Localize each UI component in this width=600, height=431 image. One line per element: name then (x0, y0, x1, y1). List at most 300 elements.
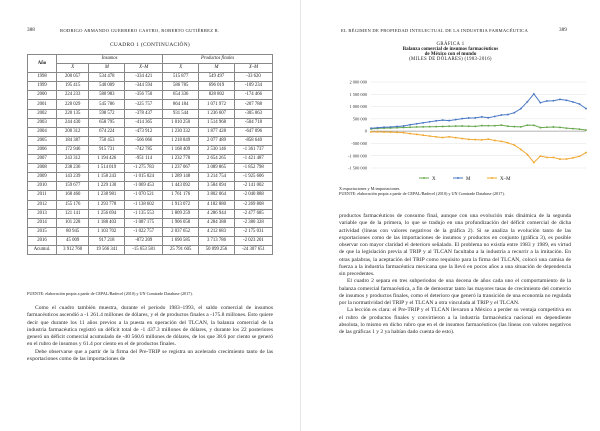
value-cell: -2 141 002 (234, 182, 272, 191)
data-point (559, 126, 561, 128)
data-point (552, 100, 554, 102)
value-cell: -174 466 (234, 91, 272, 100)
chart-note: FUENTE: elaboración propia a partir de CEPAL/Badecel (2010) y UN Comtrade Database (2017). (339, 191, 505, 197)
value-cell: 1 010 250 (163, 118, 199, 127)
table-row (28, 155, 273, 164)
chart-notes (339, 186, 571, 197)
total-cell: -24 307 651 (234, 245, 272, 254)
data-point (422, 134, 424, 136)
value-cell: 101 228 (56, 218, 88, 227)
data-point (455, 137, 457, 139)
chart-note: X:exportaciones y M:importaciones. (339, 186, 401, 191)
data-point (468, 117, 470, 119)
data-point (474, 139, 476, 141)
value-cell: 159 677 (56, 182, 88, 191)
value-cell: 696 019 (199, 82, 235, 91)
year-cell: 2000 (28, 91, 57, 100)
y-tick-label: -1 500 000 (347, 165, 367, 171)
data-point (500, 114, 502, 116)
series-line-m (371, 94, 586, 128)
value-cell: 3 713 786 (199, 236, 235, 245)
table-row (28, 145, 273, 154)
data-point (435, 120, 437, 122)
data-point (474, 125, 476, 127)
legend-marker (423, 177, 425, 179)
data-point (533, 124, 535, 126)
value-cell: -647 096 (234, 127, 272, 136)
value-cell: -2 269 808 (234, 200, 272, 209)
value-cell: -2 040 888 (234, 191, 272, 200)
total-cell: 25 791 605 (163, 245, 199, 254)
data-point (546, 156, 548, 158)
value-cell: 1 514 019 (89, 164, 125, 173)
chart-subtitle: (MILES DE DÓLARES) (1983-2016) (409, 57, 492, 62)
table-row (28, 91, 273, 100)
value-cell: -504 718 (234, 118, 272, 127)
value-cell: 1 906 058 (163, 218, 199, 227)
total-cell: 3 912 760 (56, 245, 88, 254)
value-cell: -2 477 685 (234, 209, 272, 218)
value-cell: -2 023 201 (234, 236, 272, 245)
table-row (28, 100, 273, 109)
value-cell: 654 336 (163, 91, 199, 100)
value-cell: 931 544 (163, 109, 199, 118)
paragraph: El cuadro 2 separa en tres subperiodos de una decena de años cada uno el comportamiento de la balanza comercial farmacéutica, a fin de demostrar tanto las mayores tasas de crecimiento del comercio de insumos y productos finales, como el deterioro que generó la transición de una economía no regulada por la normatividad del TRIP y el TLCAN a otra vinculada al TRIP y el TLCAN. (339, 278, 571, 306)
value-cell: 184 387 (56, 136, 88, 145)
value-cell: 2 530 146 (199, 145, 235, 154)
value-cell: -378 437 (125, 109, 163, 118)
legend-label: X (432, 176, 436, 182)
value-cell: -473 912 (125, 127, 163, 136)
data-point (507, 125, 509, 127)
running-head: RODRIGO ARMANDO GUERRERO CASTRO, ROBERTO GUTIÉRREZ R. (60, 28, 220, 33)
data-point (507, 114, 509, 116)
value-cell: 1 071 972 (199, 100, 235, 109)
value-cell: 1 194 426 (89, 155, 125, 164)
value-cell: 2 037 652 (163, 227, 199, 236)
data-point (396, 126, 398, 128)
value-cell: 750 453 (89, 136, 125, 145)
value-cell: -207 788 (234, 100, 272, 109)
year-header: Año (28, 55, 57, 73)
value-cell: 1 230 332 (163, 127, 199, 136)
legend-label: M (466, 176, 471, 182)
value-cell: -1 087 175 (125, 218, 163, 227)
data-point (566, 158, 568, 160)
data-point (566, 99, 568, 101)
data-point (370, 127, 372, 129)
data-point (513, 144, 515, 146)
data-point (585, 129, 587, 131)
data-point (539, 155, 541, 157)
value-cell: 2 077 489 (199, 136, 235, 145)
value-cell: 1 913 072 (163, 200, 199, 209)
data-point (396, 131, 398, 133)
table-row (28, 109, 273, 118)
value-cell: -1 069 453 (125, 182, 163, 191)
total-cell: -15 653 581 (125, 245, 163, 254)
value-cell: 1 188 403 (89, 218, 125, 227)
data-point (416, 123, 418, 125)
data-point (585, 152, 587, 154)
data-point (448, 136, 450, 138)
running-head: EL RÉGIMEN DE PROPIEDAD INTELECTUAL DE LA INDUSTRIA FARMACÉUTICA (341, 28, 529, 33)
data-point (494, 125, 496, 127)
value-cell: 917 218 (89, 236, 125, 245)
year-cell: 2014 (28, 218, 57, 227)
value-cell: 1 514 968 (199, 118, 235, 127)
value-cell: 1 289 148 (163, 173, 199, 182)
data-point (390, 126, 392, 128)
data-point (455, 119, 457, 121)
data-point (572, 128, 574, 130)
data-point (409, 126, 411, 128)
data-point (487, 138, 489, 140)
value-cell: -566 066 (125, 136, 163, 145)
data-point (572, 101, 574, 103)
table-row (28, 191, 273, 200)
data-point (442, 119, 444, 121)
data-point (533, 162, 535, 164)
data-point (494, 139, 496, 141)
data-point (383, 131, 385, 133)
table-row (28, 182, 273, 191)
data-point (552, 126, 554, 128)
year-cell: 2008 (28, 164, 57, 173)
data-point (579, 155, 581, 157)
y-tick-label: 500 000 (352, 116, 367, 122)
year-cell: 2007 (28, 155, 57, 164)
y-tick-label: 1 500 000 (349, 91, 367, 97)
legend-label: X–M (500, 176, 511, 182)
year-cell: 2004 (28, 127, 57, 136)
data-point (461, 118, 463, 120)
column-header: X–M (234, 64, 272, 73)
value-cell: 1 809 259 (163, 209, 199, 218)
value-cell: 1 690 585 (163, 236, 199, 245)
value-cell: 1 232 778 (163, 155, 199, 164)
data-point (429, 135, 431, 137)
value-cell: -414 365 (125, 118, 163, 127)
value-cell: 4 284 388 (199, 218, 235, 227)
data-point (455, 125, 457, 127)
value-cell: 580 983 (89, 91, 125, 100)
value-cell: 143 239 (56, 173, 88, 182)
data-point (520, 148, 522, 150)
year-cell: 1999 (28, 82, 57, 91)
value-cell: 515 877 (163, 73, 199, 82)
value-cell: 1 103 702 (89, 227, 125, 236)
data-point (435, 126, 437, 128)
data-point (539, 102, 541, 104)
value-cell: 3 089 865 (199, 164, 235, 173)
data-point (377, 127, 379, 129)
data-point (416, 126, 418, 128)
value-cell: -305 063 (234, 109, 272, 118)
year-cell: 2001 (28, 100, 57, 109)
table-source-note: FUENTE: elaboración propia a partir de CEPAL/Badecel (2010) y UN Comtrade Database (2017). (27, 291, 193, 296)
value-cell: 1 168 409 (163, 145, 199, 154)
table-body (28, 73, 273, 255)
legend-marker (491, 177, 493, 179)
table-row (28, 118, 273, 127)
data-point (403, 125, 405, 127)
value-cell: 4 212 683 (199, 227, 235, 236)
year-cell: 2009 (28, 173, 57, 182)
data-point (487, 117, 489, 119)
data-point (579, 128, 581, 130)
column-header: M (199, 64, 235, 73)
year-cell: 2011 (28, 191, 57, 200)
data-point (585, 108, 587, 110)
value-cell: -2 175 031 (234, 227, 272, 236)
y-tick-label: -1 000 000 (347, 153, 367, 159)
value-cell: -1 852 798 (234, 164, 272, 173)
data-point (474, 117, 476, 119)
value-cell: 1 229 130 (89, 182, 125, 191)
data-point (448, 120, 450, 122)
data-point (409, 133, 411, 135)
value-cell: 1 293 778 (89, 200, 125, 209)
value-cell: -2 380 328 (234, 218, 272, 227)
value-cell: 674 224 (89, 127, 125, 136)
data-point (513, 112, 515, 114)
y-tick-label: 1 000 000 (349, 104, 367, 110)
value-cell: -334 421 (125, 73, 163, 82)
value-cell: -1 361 737 (234, 145, 272, 154)
value-cell: 1 256 694 (89, 209, 125, 218)
table-row (28, 218, 273, 227)
data-point (429, 126, 431, 128)
value-cell: -1 022 757 (125, 227, 163, 236)
value-cell: 534 478 (89, 73, 125, 82)
data-point (481, 139, 483, 141)
table-total-row (28, 245, 273, 254)
value-cell: 3 584 094 (199, 182, 235, 191)
value-cell: -1 421 487 (234, 155, 272, 164)
table-row (28, 200, 273, 209)
data-point (572, 157, 574, 159)
total-label: Acumul. (28, 245, 57, 254)
data-point (442, 126, 444, 128)
chart-heading (301, 42, 600, 62)
data-point (533, 93, 535, 95)
chart-title-line: de México con el mundo (424, 52, 477, 57)
value-cell: -872 209 (125, 236, 163, 245)
data-point (579, 103, 581, 105)
column-header: X (56, 64, 88, 73)
group-header-insumos: Insumos (56, 55, 162, 64)
table-row (28, 73, 273, 82)
data-point (435, 136, 437, 138)
right-body-text (339, 213, 571, 336)
data-point (500, 124, 502, 126)
value-cell: 195 415 (56, 82, 88, 91)
data-point (416, 133, 418, 135)
value-cell: 1 238 981 (89, 191, 125, 200)
value-cell: 1 218 849 (163, 136, 199, 145)
value-cell: 4 286 944 (199, 209, 235, 218)
data-point (370, 131, 372, 133)
trade-balance-chart (301, 76, 600, 184)
page-number: 388 (27, 27, 35, 33)
year-cell: 2012 (28, 200, 57, 209)
value-cell: -858 640 (234, 136, 272, 145)
value-cell: 598 572 (89, 109, 125, 118)
data-point (552, 156, 554, 158)
paragraph: La lección es clara: el Pre-TRIP y el TLCAN llevaron a México a perder su ventaja competitiva en el rubro de productos finales y convirtieron a la industria farmacéutica nacional en dependiente absoluta, lo mismo en dicho rubro que en el de insumos farmacéuticos (las líneas con valores negativos de las gráficas 1 y 2 ya habían dado cuenta de esto). (339, 307, 571, 335)
value-cell: 200 312 (56, 127, 88, 136)
data-point (513, 126, 515, 128)
total-cell: 50 099 256 (199, 245, 235, 254)
value-cell: 658 795 (89, 118, 125, 127)
value-cell: 915 731 (89, 145, 125, 154)
data-point (422, 126, 424, 128)
table-row (28, 173, 273, 182)
column-header: X (163, 64, 199, 73)
value-cell: -1 135 553 (125, 209, 163, 218)
value-cell: 4 182 880 (199, 200, 235, 209)
value-cell: 155 176 (56, 200, 88, 209)
y-tick-label: -500 000 (351, 141, 367, 147)
data-point (487, 125, 489, 127)
chart-title-line: Balanza comercial de insumos farmacéuticos (402, 47, 499, 52)
year-cell: 2016 (28, 236, 57, 245)
value-cell: 1 158 243 (89, 173, 125, 182)
table-row (28, 164, 273, 173)
data-point (526, 124, 528, 126)
value-cell: 1 237 067 (163, 164, 199, 173)
value-cell: 545 786 (89, 100, 125, 109)
paragraph: productos farmacéuticos de consumo final, aunque con una evolución más dinámica de la segunda variable que de la primera, lo que se tradujo en una profundización del déficit comercial de dicha actividad (líneas con valores negativos de la gráfica 2). Si se analiza la evolución tanto de las exportaciones como de las importaciones de insumos y productos en conjunto (gráfica 3), es posible observar con mayor claridad el deterioro señalado. El problema no existía entre 1983 y 1989, en virtud de que la legislación previa al TRIP y al TLCAN facultaba a la industria a recurrir a la imitación. En otras palabras, la aceptación del TRIP como requisito para la firma del TLCAN, colocó una camisa de fuerza a la industria farmacéutica mexicana que la llevó en pocos años a una situación de dependencia sin precedentes. (339, 213, 571, 277)
value-cell: 540 009 (89, 82, 125, 91)
value-cell: 1 236 607 (199, 109, 235, 118)
y-tick-label: 2 000 000 (349, 79, 367, 85)
data-point (429, 121, 431, 123)
value-cell: -951 114 (125, 155, 163, 164)
year-cell: 2003 (28, 118, 57, 127)
data-point (520, 126, 522, 128)
year-cell: 2013 (28, 209, 57, 218)
value-cell: -1 138 602 (125, 200, 163, 209)
value-cell: 2 654 265 (199, 155, 235, 164)
data-point (539, 127, 541, 129)
table-row (28, 227, 273, 236)
column-header: M (89, 64, 125, 73)
value-cell: 168 460 (56, 191, 88, 200)
left-body-text (27, 305, 273, 363)
table-title: CUADRO 1 (CONTINUACIÓN) (110, 42, 190, 48)
value-cell: 244 430 (56, 118, 88, 127)
data-point (546, 126, 548, 128)
value-cell: 220 135 (56, 109, 88, 118)
data-point (520, 108, 522, 110)
total-cell: 19 566 341 (89, 245, 125, 254)
value-cell: 586 785 (163, 82, 199, 91)
value-cell: 200 057 (56, 73, 88, 82)
data-point (383, 126, 385, 128)
year-cell: 2002 (28, 109, 57, 118)
paragraph: Como el cuadro también muestra, durante el periodo 1983–1993, el saldo comercial de insumos farmacéuticos ascendió a -1 261.4 millones de dólares, y el de productos finales a -175.8 millones. Esto quiere decir que durante los 11 años previos a la puesta en operación del TLCAN, la balanza comercial de la industria farmacéutica registró un déficit total de -1 437.3 millones de dólares, y durante los 22 posteriores generó un déficit comercial acumulado de -40 560.6 millones de dólares, de los que 38.6 por ciento se generó en el rubro de insumos y 61.4 por ciento en el de productos finales. (27, 305, 273, 348)
column-header: X–M (125, 64, 163, 73)
value-cell: 220 029 (56, 100, 88, 109)
data-point (526, 154, 528, 156)
data-point (468, 125, 470, 127)
value-cell: 1 877 428 (199, 127, 235, 136)
data-point (442, 137, 444, 139)
data-point (481, 116, 483, 118)
year-cell: 1998 (28, 73, 57, 82)
value-cell: -33 620 (234, 73, 272, 82)
value-cell: 121 141 (56, 209, 88, 218)
value-cell: 243 312 (56, 155, 88, 164)
value-cell: -1 925 606 (234, 173, 272, 182)
table-row (28, 209, 273, 218)
data-point (500, 140, 502, 142)
legend-marker (457, 177, 459, 179)
value-cell: -356 750 (125, 91, 163, 100)
trade-table (27, 54, 273, 255)
data-point (390, 131, 392, 133)
data-point (403, 132, 405, 134)
value-cell: 864 184 (163, 100, 199, 109)
value-cell: 45 009 (56, 236, 88, 245)
value-cell: -1 070 521 (125, 191, 163, 200)
data-point (422, 122, 424, 124)
data-point (566, 127, 568, 129)
data-point (526, 101, 528, 103)
data-point (377, 131, 379, 133)
year-cell: 2015 (28, 227, 57, 236)
data-point (461, 125, 463, 127)
data-point (494, 115, 496, 117)
data-point (409, 124, 411, 126)
data-point (448, 125, 450, 127)
value-cell: 1 761 176 (163, 191, 199, 200)
value-cell: 828 802 (199, 91, 235, 100)
value-cell: -344 594 (125, 82, 163, 91)
value-cell: 1 443 092 (163, 182, 199, 191)
value-cell: 3 214 754 (199, 173, 235, 182)
value-cell: 238 236 (56, 164, 88, 173)
chart-label: GRÁFICA 1 (436, 42, 465, 47)
value-cell: 172 946 (56, 145, 88, 154)
data-point (559, 98, 561, 100)
y-tick-label: 0 (364, 128, 367, 134)
data-point (546, 100, 548, 102)
value-cell: -325 757 (125, 100, 163, 109)
value-cell: -1 275 783 (125, 164, 163, 173)
value-cell: 80 945 (56, 227, 88, 236)
table-row (28, 136, 273, 145)
value-cell: -1 015 024 (125, 173, 163, 182)
value-cell: 549 497 (199, 73, 235, 82)
data-point (481, 125, 483, 127)
data-point (461, 138, 463, 140)
value-cell: 3 802 064 (199, 191, 235, 200)
year-cell: 2005 (28, 136, 57, 145)
page-number: 389 (559, 27, 567, 33)
paragraph: Debe observarse que a partir de la firma del Pre-TRIP se registra un acelerado crecimiento tanto de las exportaciones como de las importaciones de (27, 348, 273, 362)
data-point (507, 142, 509, 144)
value-cell: 224 233 (56, 91, 88, 100)
table-row (28, 82, 273, 91)
data-point (468, 138, 470, 140)
table-row (28, 127, 273, 136)
value-cell: -109 234 (234, 82, 272, 91)
year-cell: 2010 (28, 182, 57, 191)
group-header-productos: Productos finales (163, 55, 273, 64)
